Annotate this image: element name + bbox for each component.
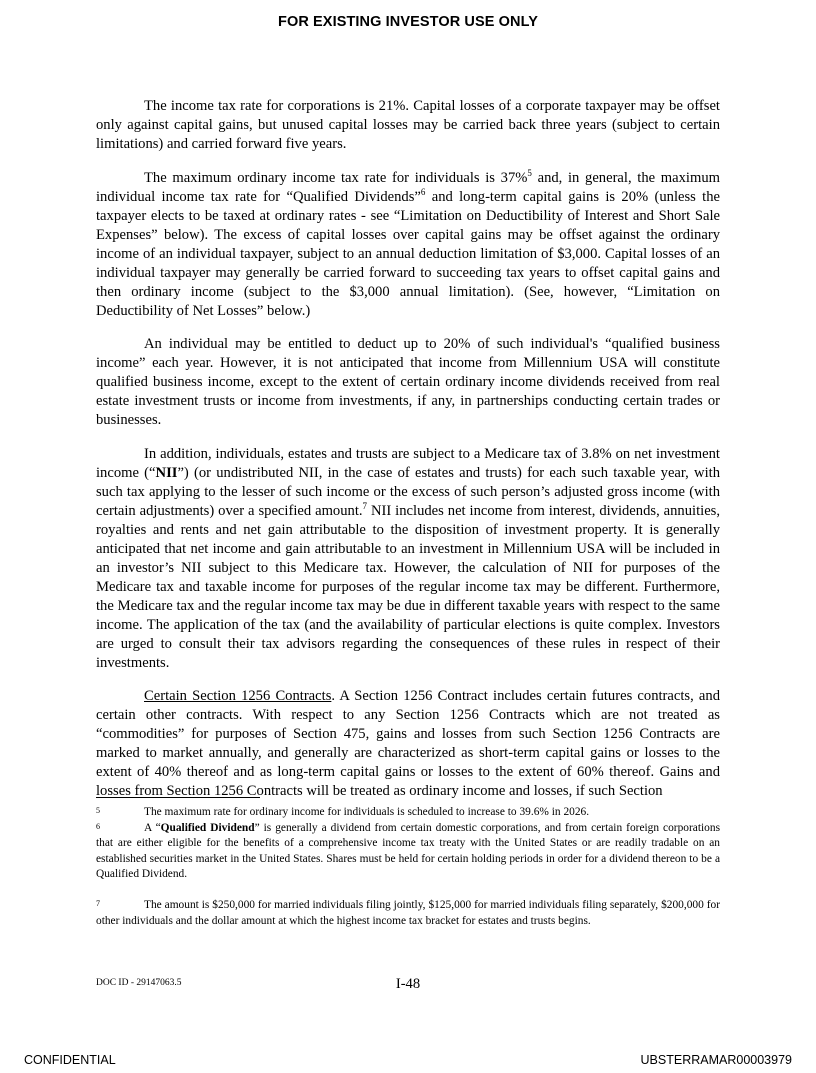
paragraph-text: The maximum ordinary income tax rate for individuals is 37% xyxy=(144,169,528,186)
footnote-ref-7: 7 xyxy=(362,500,368,511)
paragraph-text: In addition, individuals, estates and trusts are subject to a Medicare tax of 3.8% on net investment income (“ xyxy=(96,445,720,481)
paragraph-section-1256 xyxy=(96,687,720,801)
paragraph-text: NII includes net income from interest, dividends, annuities, royalties and rents and net gain attributable to the disposition of investment property. It is generally anticipated that net income and gain attributable to an investment in Millennium USA will be included in an investor’s NII subject to this Medicare tax. However, the calculation of NII for purposes of the Medicare tax and taxable income for purposes of the regular income tax may be different. Furthermore, the Medicare tax and the regular income tax may be due in different taxable years with respect to the same income. The application of the tax (and the availability of particular elections is quite complex. Investors are urged to consult their tax advisors regarding the consequences of these rules in respect of their investments. xyxy=(96,502,720,671)
footnote-divider xyxy=(96,797,260,798)
nii-term: NII xyxy=(155,464,178,481)
paragraph-text: and long-term capital gains is 20% (unless the taxpayer elects to be taxed at ordinary rates - see “Limitation on Deductibility of Interest and Short Sale Expenses” below). The excess of capital losses over capital gains may be offset against the ordinary income of an individual taxpayer, subject to an annual deduction limitation of $3,000. Capital losses of an individual taxpayer may generally be carried forward to succeeding tax years to offset capital gains and then ordinary income (subject to the $3,000 annual limitation). (See, however, “Limitation on Deductibility of Net Losses” below.) xyxy=(96,188,720,319)
paragraph-text: . A Section 1256 Contract includes certain futures contracts, and certain other contracts. With respect to any Section 1256 Contracts which are not treated as “commodities” for purposes of Section 475, gains and losses from such Section 1256 Contracts are marked to market annually, and generally are characterized as short-term capital gains or losses to the extent of 40% thereof and as long-term capital gains or losses to the extent of 60% thereof. Gains and losses from Section 1256 Contracts will be treated as ordinary income and losses, if such Section xyxy=(96,688,720,799)
paragraph-individual-tax-rate xyxy=(96,169,720,321)
footnote-text: The amount is $250,000 for married individuals filing jointly, $125,000 for married individuals filing separately, $200,000 for other individuals and the dollar amount at which the highest income tax bracket for estates and trusts begins. xyxy=(96,898,720,927)
confidential-label: CONFIDENTIAL xyxy=(24,1053,116,1067)
footnote-ref-6: 6 xyxy=(420,186,426,197)
footnote-number: 6 xyxy=(96,821,100,831)
paragraph-medicare-tax xyxy=(96,445,720,673)
page-header: FOR EXISTING INVESTOR USE ONLY xyxy=(277,14,539,30)
footnote-text: ” is generally a dividend from certain domestic corporations, and from certain foreign corporations that are either eligible for the benefits of a comprehensive income tax treaty with the United States or are readily tradable on an established securities market in the United States. Shares must be held for certain holding periods in order for a dividend thereon to be a Qualified Dividend. xyxy=(96,821,720,881)
document-body xyxy=(96,97,720,801)
footnote-ref-5: 5 xyxy=(527,167,532,178)
paragraph-text: and, in general, the maximum individual income tax rate for “Qualified Dividends” xyxy=(96,169,720,205)
footnote-7 xyxy=(96,898,720,929)
page-number: I-48 xyxy=(395,976,421,992)
qualified-dividend-term: Qualified Dividend xyxy=(160,821,255,834)
footnote-text: The maximum rate for ordinary income for individuals is scheduled to increase to 39.6% in 2026. xyxy=(144,806,590,818)
doc-id: DOC ID - 29147063.5 xyxy=(96,978,182,988)
paragraph-text: ”) (or undistributed NII, in the case of estates and trusts) for each such taxable year, with such tax applying to the lesser of such income or the excess of such person’s adjusted gross income (with certain adjustments) over a specified amount. xyxy=(96,464,720,519)
paragraph-corporate-tax-rate: The income tax rate for corporations is 21%. Capital losses of a corporate taxpayer may be offset only against capital gains, but unused capital losses may be carried back three years (subject to certain limitations) and carried forward five years. xyxy=(96,98,720,152)
footnotes xyxy=(96,805,720,929)
bates-number: UBSTERRAMAR00003979 xyxy=(640,1053,792,1067)
footnote-6 xyxy=(96,821,720,883)
footnote-number: 5 xyxy=(96,806,100,815)
footnote-5 xyxy=(96,805,720,821)
footnote-text: A “ xyxy=(144,821,161,834)
section-heading: Certain Section 1256 Contracts xyxy=(144,688,332,704)
paragraph-qualified-business-income: An individual may be entitled to deduct up to 20% of such individual's “qualified business income” each year. However, it is not anticipated that income from Millennium USA will constitute qualified business income, except to the extent of certain ordinary income dividends received from real estate investment trusts or income from investments, if any, in partnerships conducting certain trades or businesses. xyxy=(96,336,720,428)
footnote-number: 7 xyxy=(96,898,100,908)
